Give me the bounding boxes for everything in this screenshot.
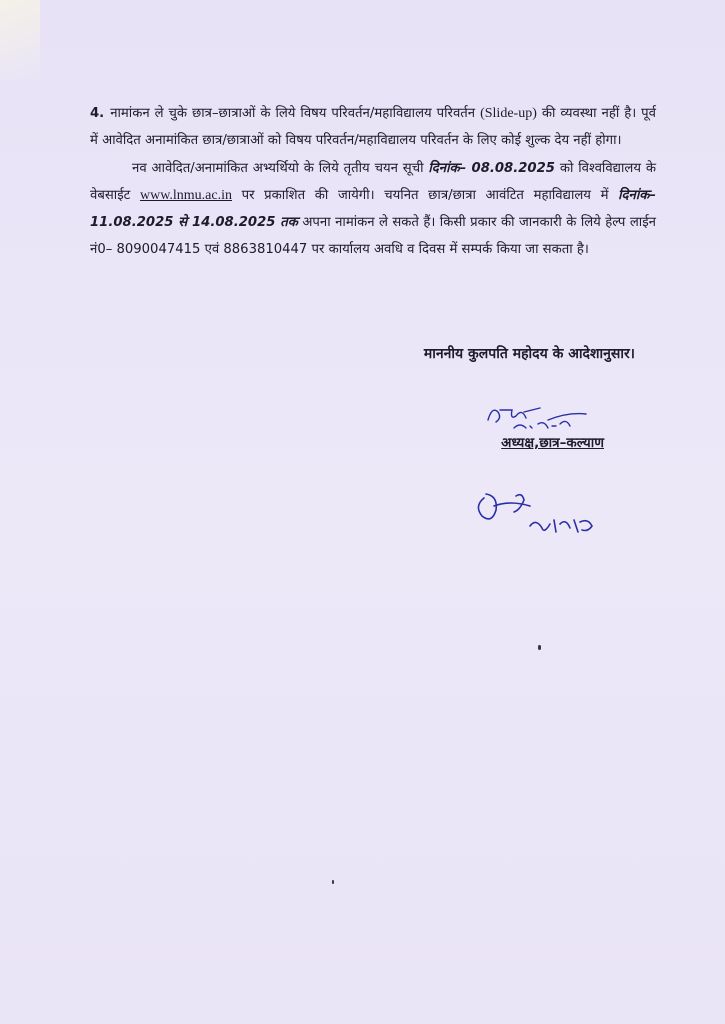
- signature-2: [470, 480, 620, 550]
- notice-body: [90, 100, 656, 263]
- website-link[interactable]: www.lnmu.ac.in: [139, 188, 232, 203]
- ink-speck: [538, 645, 541, 650]
- point-number: 4.: [90, 106, 105, 121]
- point-4: [90, 100, 656, 154]
- point-4-text-b: की व्यवस्था नहीं है। पूर्व में आवेदित अनामांकित छात्र/छात्राओं को विषय परिवर्तन/महाविद्यालय परिवर्तन के लिए कोई शुल्क देय नहीं होगा।: [90, 106, 657, 148]
- slide-up-text: (Slide-up): [480, 106, 537, 121]
- para2-part2: को विश्वविद्यालय के वेबसाईट: [90, 161, 656, 203]
- ink-speck: [332, 880, 334, 884]
- designation: अध्यक्ष,छात्र–कल्याण: [501, 435, 604, 451]
- point-4-text-a: नामांकन ले चुके छात्र–छात्राओं के लिये विषय परिवर्तन/महाविद्यालय परिवर्तन: [110, 106, 481, 121]
- folded-corner: [0, 0, 40, 80]
- selection-date: दिनांक– 08.08.2025: [428, 161, 555, 176]
- admission-date-range: दिनांक– 11.08.2025 से 14.08.2025 तक: [90, 188, 656, 230]
- para2-part3: पर प्रकाशित की जायेगी। चयनित छात्र/छात्रा आवंटित महाविद्यालय में: [232, 188, 619, 203]
- para2-part1: नव आवेदित/अनामांकित अभ्यर्थियो के लिये तृतीय चयन सूची: [132, 161, 429, 176]
- order-line: माननीय कुलपति महोदय के आदेशानुसार।: [423, 346, 635, 362]
- selection-list-paragraph: [90, 155, 656, 263]
- signature-1: [478, 398, 598, 438]
- para2-part4: अपना नामांकन ले सकते हैं। किसी प्रकार की जानकारी के लिये हेल्प लाईन नं0– 8090047415 एवं 8863810447 पर कार्यालय अवधि व दिवस में सम्पर्क किया जा सकता है।: [90, 215, 657, 257]
